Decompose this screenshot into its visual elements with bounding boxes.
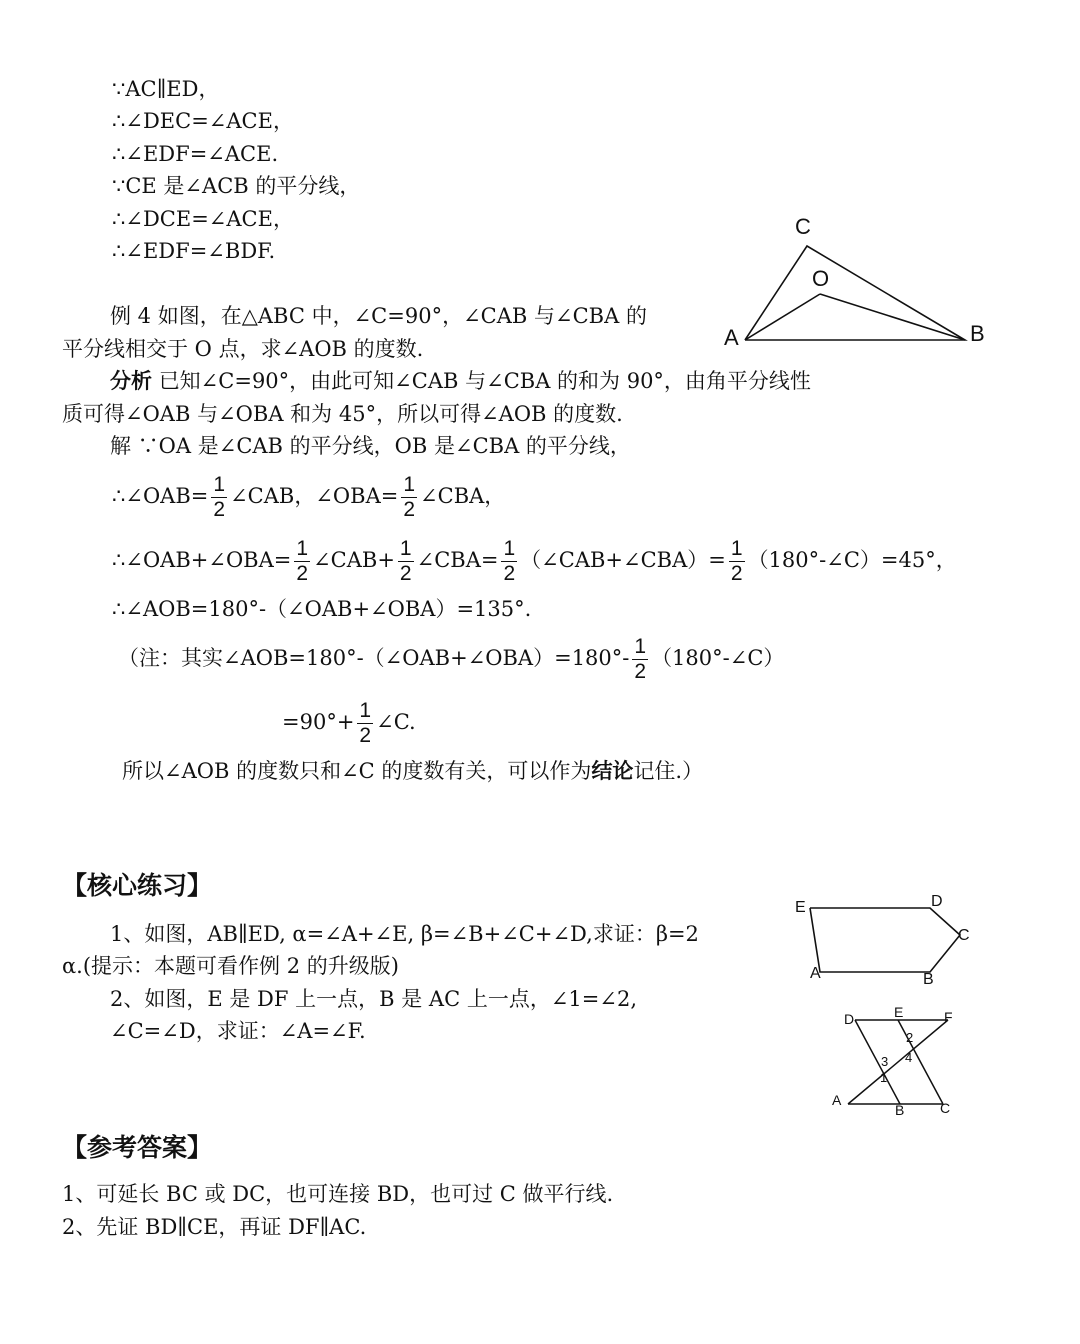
- fraction-num: 1: [213, 473, 226, 496]
- pentagon-figure: [790, 890, 990, 990]
- label-a: A: [832, 1092, 842, 1108]
- fraction-num: 1: [399, 537, 412, 560]
- label-c: C: [940, 1100, 951, 1116]
- fraction-half: [211, 473, 227, 522]
- solution-eq2: [112, 532, 957, 588]
- proof-line-1: ∵AC∥ED，: [112, 77, 220, 101]
- label-e: E: [894, 1004, 904, 1020]
- answer-2: 2、先证 BD∥CE，再证 DF∥AC.: [62, 1215, 367, 1239]
- triangle-outline: [745, 246, 965, 340]
- eq2-part-e: （180°-∠C）=45°，: [747, 548, 957, 572]
- fraction-half: [294, 537, 310, 586]
- solution-line1: 解 ∵OA 是∠CAB 的平分线，OB 是∠CBA 的平分线，: [110, 434, 631, 458]
- label-2: 2: [906, 1030, 914, 1045]
- bisector-ao: [745, 294, 820, 340]
- example4-line2: 平分线相交于 O 点，求∠AOB 的度数.: [62, 337, 424, 361]
- label-e: E: [795, 899, 806, 916]
- pentagon-outline: [810, 908, 960, 972]
- eq1-part-a: ∴∠OAB=: [112, 484, 209, 508]
- fraction-num: 1: [503, 537, 516, 560]
- solution-eq1: [112, 468, 505, 524]
- fraction-half: [398, 537, 414, 586]
- label-a: A: [724, 325, 739, 350]
- eq2-part-d: （∠CAB+∠CBA）=: [520, 548, 726, 572]
- fraction-den: 2: [359, 724, 372, 747]
- label-b: B: [970, 321, 985, 346]
- label-f: F: [944, 1009, 953, 1025]
- label-b: B: [923, 971, 934, 988]
- eq2-part-a: ∴∠OAB+∠OBA=: [112, 548, 292, 572]
- label-3: 3: [881, 1054, 889, 1069]
- question2-line2: ∠C=∠D，求证：∠A=∠F.: [110, 1019, 366, 1043]
- note2-part-b: ∠C.: [376, 710, 416, 734]
- note-line1: [118, 630, 784, 686]
- concl-part-c: 记住.）: [633, 759, 704, 783]
- analysis-text-1: 已知∠C=90°，由此可知∠CAB 与∠CBA 的和为 90°，由角平分线性: [158, 369, 811, 393]
- proof-line-5: ∴∠DCE=∠ACE，: [112, 207, 294, 231]
- proof-line-3: ∴∠EDF=∠ACE.: [112, 142, 279, 166]
- fraction-num: 1: [634, 635, 647, 658]
- solution-eq3: ∴∠AOB=180°-（∠OAB+∠OBA）=135°.: [112, 597, 532, 621]
- answers-title: 【参考答案】: [62, 1133, 213, 1162]
- note2-part-a: =90°+: [282, 710, 355, 734]
- question1-line2: α.(提示：本题可看作例 2 的升级版): [62, 954, 399, 978]
- fraction-half: [632, 635, 648, 684]
- analysis-label: 分析: [110, 368, 152, 393]
- note1-part-b: （180°-∠C）: [651, 646, 785, 670]
- eq2-part-b: ∠CAB+: [313, 548, 395, 572]
- label-c: C: [795, 214, 811, 239]
- conclusion-line: [122, 758, 703, 784]
- concl-bold: 结论: [591, 758, 634, 783]
- label-d: D: [844, 1011, 855, 1027]
- fraction-den: 2: [399, 562, 412, 585]
- analysis-line1: [110, 368, 811, 394]
- label-o: O: [812, 266, 830, 291]
- bisector-bo: [820, 294, 965, 340]
- label-c: C: [958, 927, 970, 944]
- fraction-den: 2: [403, 498, 416, 521]
- eq1-part-c: ∠CBA，: [420, 484, 506, 508]
- question1-line1: 1、如图，AB∥ED, α=∠A+∠E, β=∠B+∠C+∠D,求证：β=2: [110, 922, 699, 946]
- fraction-den: 2: [213, 498, 226, 521]
- fraction-den: 2: [296, 562, 309, 585]
- label-b: B: [895, 1102, 905, 1118]
- line-db: [855, 1020, 900, 1104]
- core-practice-title: 【核心练习】: [62, 871, 213, 900]
- label-4: 4: [905, 1050, 913, 1065]
- answer-1: 1、可延长 BC 或 DC，也可连接 BD，也可过 C 做平行线.: [62, 1182, 614, 1206]
- fraction-num: 1: [359, 699, 372, 722]
- fraction-den: 2: [634, 660, 647, 683]
- label-1: 1: [880, 1070, 888, 1085]
- fraction-den: 2: [730, 562, 743, 585]
- fraction-half: [729, 537, 745, 586]
- fraction-den: 2: [503, 562, 516, 585]
- analysis-line2: 质可得∠OAB 与∠OBA 和为 45°，所以可得∠AOB 的度数.: [62, 402, 623, 426]
- note-line2: [282, 694, 416, 750]
- proof-line-6: ∴∠EDF=∠BDF.: [112, 239, 276, 263]
- label-a: A: [810, 965, 821, 982]
- fraction-num: 1: [403, 473, 416, 496]
- label-d: D: [931, 893, 943, 910]
- example4-line1: 例 4 如图，在△ABC 中，∠C=90°，∠CAB 与∠CBA 的: [110, 304, 647, 328]
- proof-line-4: ∵CE 是∠ACB 的平分线，: [112, 174, 361, 198]
- fraction-num: 1: [296, 537, 309, 560]
- question2-line1: 2、如图，E 是 DF 上一点，B 是 AC 上一点，∠1=∠2,: [110, 987, 637, 1011]
- parallel-figure: [830, 1000, 970, 1120]
- fraction-half: [357, 699, 373, 748]
- proof-line-2: ∴∠DEC=∠ACE，: [112, 109, 294, 133]
- eq1-part-b: ∠CAB，∠OBA=: [230, 484, 399, 508]
- fraction-half: [401, 473, 417, 522]
- eq2-part-c: ∠CBA=: [416, 548, 499, 572]
- triangle-figure: [720, 210, 1000, 350]
- line-af: [848, 1020, 948, 1104]
- note1-part-a: （注：其实∠AOB=180°-（∠OAB+∠OBA）=180°-: [118, 646, 630, 670]
- concl-part-a: 所以∠AOB 的度数只和∠C 的度数有关，可以作为: [122, 759, 592, 783]
- fraction-num: 1: [730, 537, 743, 560]
- fraction-half: [501, 537, 517, 586]
